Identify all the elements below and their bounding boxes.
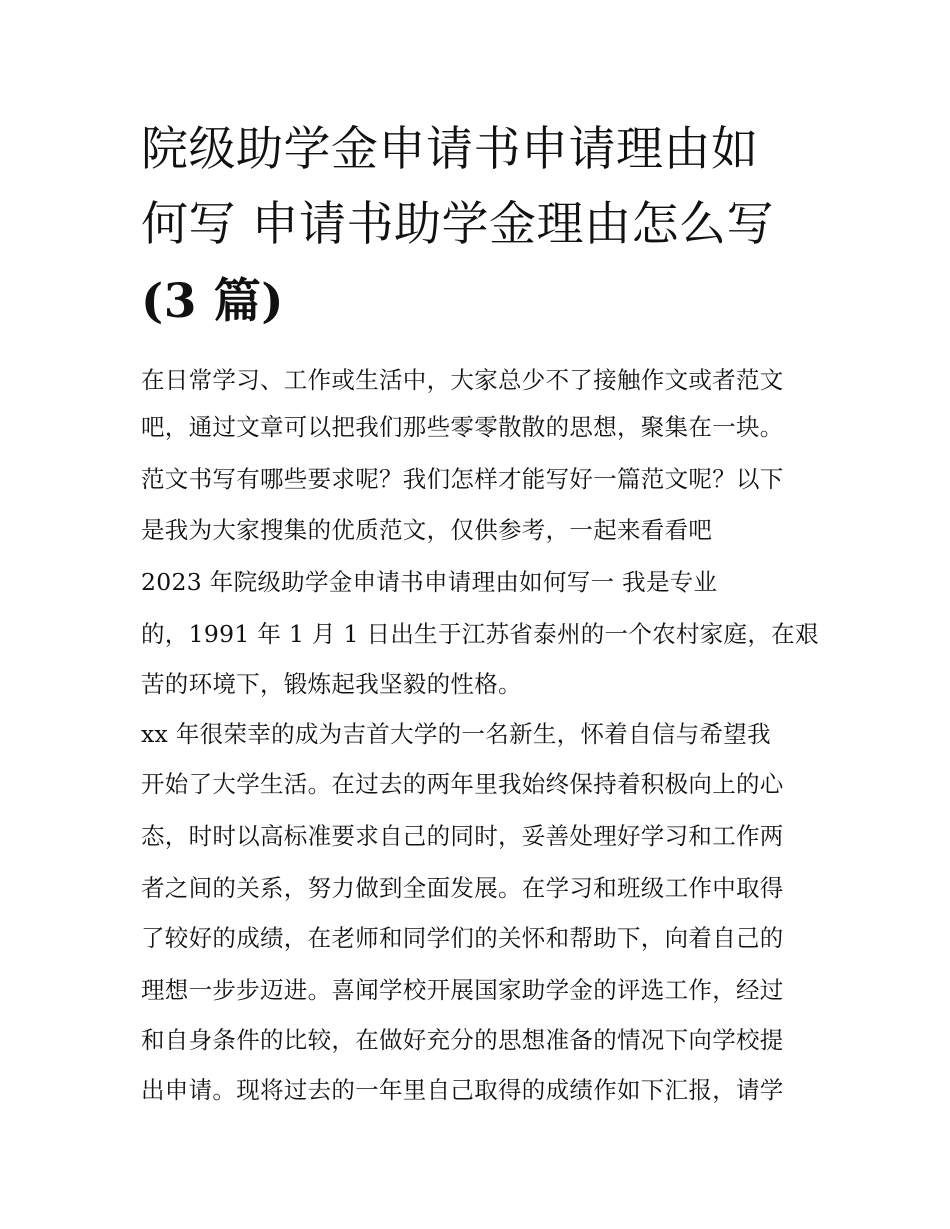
body-line: 的，1991 年 1 月 1 日出生于江苏省泰州的一个农村家庭，在艰 [141,620,819,648]
body-line: xx 年很荣幸的成为吉首大学的一名新生，怀着自信与希望我 [141,720,771,748]
body-line: 在日常学习、工作或生活中，大家总少不了接触作文或者范文 [141,366,784,394]
body-line: 苦的环境下，锻炼起我坚毅的性格。 [141,670,522,698]
body-line: 吧，通过文章可以把我们那些零零散散的思想，聚集在一块。 [141,413,784,441]
body-line: 范文书写有哪些要求呢？我们怎样才能写好一篇范文呢？以下 [141,465,784,493]
body-line: 和自身条件的比较，在做好充分的思想准备的情况下向学校提 [141,1026,784,1054]
document-title-line-3: (3 篇) [141,274,285,329]
body-line: 了较好的成绩，在老师和同学们的关怀和帮助下，向着自己的 [141,924,784,952]
body-line: 者之间的关系，努力做到全面发展。在学习和班级工作中取得 [141,874,784,902]
body-line: 开始了大学生活。在过去的两年里我始终保持着积极向上的心 [141,770,784,798]
body-line: 态，时时以高标准要求自己的同时，妥善处理好学习和工作两 [141,822,784,850]
body-line: 理想一步步迈进。喜闻学校开展国家助学金的评选工作，经过 [141,976,784,1004]
body-line: 2023 年院级助学金申请书申请理由如何写一 我是专业 [141,568,718,596]
document-title-line-2: 何写 申请书助学金理由怎么写 [141,197,774,252]
body-line: 出申请。现将过去的一年里自己取得的成绩作如下汇报，请学 [141,1076,784,1104]
body-line: 是我为大家搜集的优质范文，仅供参考，一起来看看吧 [141,516,713,544]
document-title-line-1: 院级助学金申请书申请理由如 [141,122,759,177]
